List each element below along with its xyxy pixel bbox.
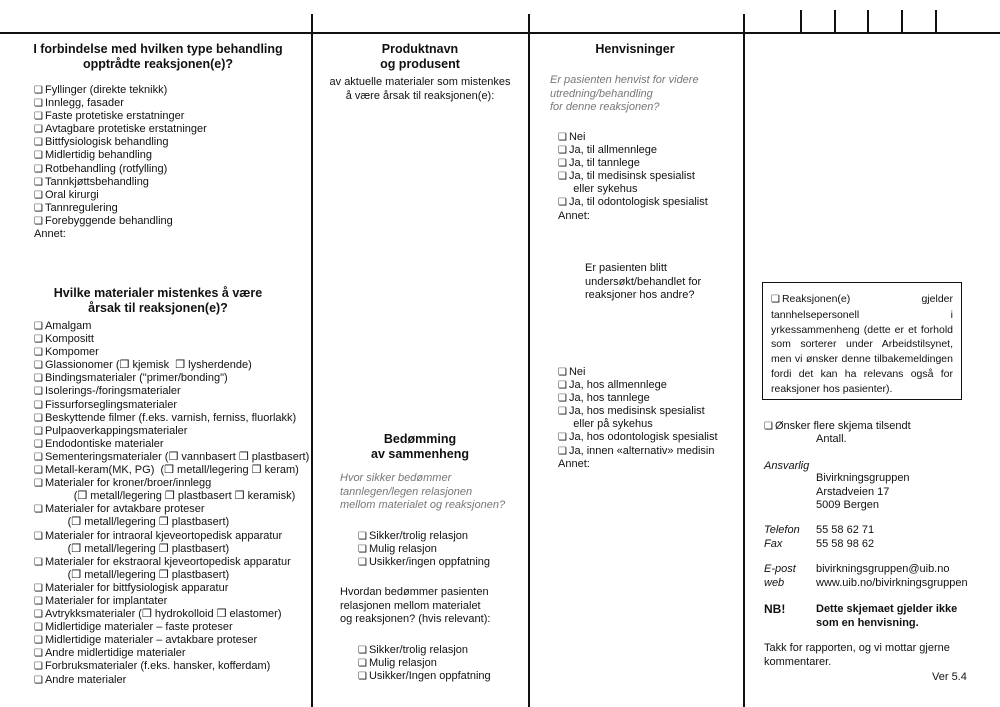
checkbox-icon[interactable] <box>558 445 569 457</box>
material-option[interactable] <box>34 412 309 425</box>
treatment-option[interactable] <box>34 123 207 136</box>
epost-value: bivirkningsgruppen@uib.no <box>816 563 950 575</box>
examined-elsewhere-option-label: Ja, innen «alternativ» medisin <box>568 444 715 457</box>
material-option <box>34 543 309 556</box>
column-divider-1 <box>311 14 313 707</box>
examined-elsewhere-option-label: Ja, hos medisinsk spesialist <box>568 405 705 418</box>
referral-option <box>558 183 708 196</box>
material-option[interactable] <box>34 346 309 359</box>
epost-row: E-post bivirkningsgruppen@uib.no <box>764 563 950 575</box>
checkbox-icon[interactable] <box>34 346 45 358</box>
checkbox-icon[interactable] <box>34 647 45 659</box>
checkbox-icon[interactable] <box>34 556 45 568</box>
examined-elsewhere-option-label: Ja, hos odontologisk spesialist <box>568 431 718 444</box>
checkbox-icon[interactable] <box>34 333 45 345</box>
checkbox-icon[interactable] <box>34 425 45 437</box>
treatment-option-label: Oral kirurgi <box>44 188 99 201</box>
material-option-label: Fissurforseglingsmaterialer <box>44 398 178 411</box>
materials-checklist <box>34 320 309 687</box>
address-line: Bivirkningsgruppen <box>816 472 910 484</box>
material-option-label: Metall-keram(MK, PG) (❒ metall/legering ❒ keram) <box>44 464 299 477</box>
product-heading: Produktnavn og produsent <box>380 42 460 71</box>
examined-elsewhere-option-label: eller på sykehus <box>558 418 653 431</box>
treatment-type-heading: I forbindelse med hvilken type behandling opptrådte reaksjonen(e)? <box>33 42 283 71</box>
checkbox-icon[interactable] <box>34 464 45 476</box>
material-option[interactable] <box>34 595 309 608</box>
examined-elsewhere-options <box>558 366 718 471</box>
column-divider-3 <box>743 14 745 707</box>
material-option-label: Kompomer <box>44 346 99 359</box>
examined-elsewhere-option <box>558 458 718 471</box>
dentist-assessment-option[interactable] <box>358 543 490 556</box>
nb-text: Dette skjemaet gjelder ikke som en henvisning. <box>816 603 958 629</box>
version-label: Ver 5.4 <box>932 671 967 683</box>
checkbox-icon[interactable] <box>558 379 569 391</box>
materials-heading: Hvilke materialer mistenkes å være årsak til reaksjonen(e)? <box>53 286 263 315</box>
examined-elsewhere-option[interactable] <box>558 445 718 458</box>
treatment-checklist <box>34 84 207 241</box>
material-option-label: Endodontiske materialer <box>44 437 164 450</box>
material-option-label: (❒ metall/legering ❒ plastbasert ❒ keramisk) <box>34 490 296 503</box>
checkbox-icon[interactable] <box>34 149 45 161</box>
checkbox-icon[interactable] <box>34 503 45 515</box>
material-option-label: (❒ metall/legering ❒ plastbasert) <box>34 516 230 529</box>
material-option-label: Kompositt <box>44 333 94 346</box>
treatment-option-label: Bittfysiologisk behandling <box>44 136 169 149</box>
material-option[interactable] <box>34 556 309 569</box>
annet-label: Annet: <box>34 228 66 241</box>
material-option[interactable] <box>34 451 309 464</box>
patient-assessment-option-label: Usikker/Ingen oppfatning <box>368 670 491 683</box>
checkbox-icon[interactable] <box>34 202 45 214</box>
assessment-heading: Bedømming av sammenheng <box>371 432 469 461</box>
treatment-option-label: Innlegg, fasader <box>44 97 124 110</box>
checkbox-icon[interactable] <box>34 189 45 201</box>
occupational-reaction-text: Reaksjonen(e) gjelder tannhelsepersonell i yrkessammenheng (dette er et forhold som sorterer under Arbeidstilsynet, men vi ønsker denne tilbakemeldingen fordi det kan ha relevans også for reaksjoner hos pasienter). <box>771 293 953 395</box>
ansvarlig-label: Ansvarlig <box>764 460 810 472</box>
referral-option-label: Ja, til odontologisk spesialist <box>568 196 708 209</box>
material-option-label: Midlertidige materialer – faste proteser <box>44 621 233 634</box>
referral-options <box>558 131 708 223</box>
checkbox-icon[interactable] <box>34 385 45 397</box>
checkbox-icon[interactable] <box>358 644 369 656</box>
material-option[interactable] <box>34 372 309 385</box>
examined-elsewhere-option-label: Nei <box>568 366 586 378</box>
referral-option[interactable] <box>558 131 708 144</box>
checkbox-icon[interactable] <box>34 163 45 175</box>
patient-assessment-option[interactable] <box>358 670 491 683</box>
checkbox-icon[interactable] <box>558 366 569 378</box>
referral-option[interactable] <box>558 144 708 157</box>
material-option-label: Materialer for implantater <box>44 594 168 607</box>
material-option-label: Sementeringsmaterialer (❒ vannbasert ❒ plastbasert) <box>44 450 310 463</box>
material-option-label: Bindingsmaterialer ("primer/bonding") <box>44 372 228 385</box>
referral-option-label: Annet: <box>558 209 590 222</box>
treatment-option[interactable] <box>34 110 207 123</box>
checkbox-icon[interactable] <box>34 110 45 122</box>
referrals-heading: Henvisninger <box>595 42 675 56</box>
material-option[interactable] <box>34 621 309 634</box>
material-option-label: Materialer for ekstraoral kjeveortopedisk apparatur <box>44 555 291 568</box>
checkbox-icon[interactable] <box>558 196 569 208</box>
material-option-label: (❒ metall/legering ❒ plastbasert) <box>34 542 230 555</box>
dentist-assessment-option-label: Usikker/ingen oppfatning <box>368 556 491 569</box>
thanks-text: Takk for rapporten, og vi mottar gjerne kommentarer. <box>764 642 950 668</box>
checkbox-icon[interactable] <box>34 176 45 188</box>
checkbox-icon[interactable] <box>34 412 45 424</box>
checkbox-icon[interactable] <box>34 660 45 672</box>
top-rule <box>0 32 1000 34</box>
checkbox-icon[interactable] <box>34 451 45 463</box>
checkbox-icon[interactable] <box>558 131 569 143</box>
referral-option-label: Nei <box>568 131 586 143</box>
material-option-label: Beskyttende filmer (f.eks. varnish, ferniss, fluorlakk) <box>44 411 297 424</box>
material-option-label: Forbruksmaterialer (f.eks. hansker, kofferdam) <box>44 660 271 673</box>
examined-elsewhere-option-label: Annet: <box>558 457 590 470</box>
material-option[interactable] <box>34 582 309 595</box>
checkbox-icon[interactable] <box>34 123 45 135</box>
material-option[interactable] <box>34 385 309 398</box>
patient-assessment-question: Hvordan bedømmer pasienten relasjonen mellom materialet og reaksjonen? (hvis relevant): <box>340 586 491 625</box>
web-value: www.uib.no/bivirkningsgruppen <box>816 577 968 589</box>
material-option-label: Materialer for kroner/broer/innlegg <box>44 477 212 490</box>
treatment-option-label: Midlertidig behandling <box>44 149 152 162</box>
column-divider-2 <box>528 14 530 707</box>
examined-elsewhere-option[interactable] <box>558 431 718 444</box>
treatment-option-label: Rotbehandling (rotfylling) <box>44 162 168 175</box>
checkbox-icon[interactable] <box>34 608 45 620</box>
referral-option-label: Ja, til tannlege <box>568 157 640 170</box>
checkbox-icon[interactable] <box>358 530 369 542</box>
patient-assessment-option[interactable] <box>358 644 491 657</box>
material-option[interactable] <box>34 359 309 372</box>
treatment-option[interactable] <box>34 189 207 202</box>
material-option-label: Materialer for bittfysiologisk apparatur <box>44 581 229 594</box>
checkbox-icon[interactable] <box>34 372 45 384</box>
checkbox-icon[interactable] <box>34 674 45 686</box>
material-option <box>34 569 309 582</box>
referral-option-label: Ja, til allmennlege <box>568 144 658 157</box>
web-row: web www.uib.no/bivirkningsgruppen <box>764 577 968 589</box>
referral-option[interactable] <box>558 157 708 170</box>
checkbox-icon[interactable] <box>34 438 45 450</box>
checkbox-icon[interactable] <box>34 477 45 489</box>
material-option[interactable] <box>34 634 309 647</box>
checkbox-icon[interactable] <box>558 431 569 443</box>
material-option[interactable] <box>34 674 309 687</box>
treatment-option[interactable] <box>34 136 207 149</box>
material-option-label: Midlertidige materialer – avtakbare proteser <box>44 634 258 647</box>
patient-assessment-option-label: Mulig relasjon <box>368 657 437 670</box>
telefon-value: 55 58 62 71 <box>816 524 875 536</box>
material-option-label: Isolerings-/foringsmaterialer <box>44 385 181 398</box>
checkbox-icon[interactable] <box>558 157 569 169</box>
treatment-option[interactable] <box>34 84 207 97</box>
treatment-option-label: Forebyggende behandling <box>44 214 173 227</box>
dentist-assessment-option-label: Mulig relasjon <box>368 543 437 556</box>
material-option[interactable] <box>34 477 309 490</box>
material-option-label: Materialer for intraoral kjeveortopedisk apparatur <box>44 529 283 542</box>
treatment-option-label: Tannregulering <box>44 201 118 214</box>
referral-option-label: Ja, til medisinsk spesialist <box>568 170 695 183</box>
treatment-option[interactable] <box>34 97 207 110</box>
material-option-label: Pulpaoverkappingsmaterialer <box>44 424 188 437</box>
checkbox-icon[interactable] <box>34 84 45 96</box>
checkbox-icon[interactable] <box>34 215 45 227</box>
examined-elsewhere-option-label: Ja, hos allmennlege <box>568 379 667 392</box>
examined-elsewhere-option <box>558 418 718 431</box>
treatment-option[interactable] <box>34 202 207 215</box>
treatment-option-label: Faste protetiske erstatninger <box>44 110 185 123</box>
checkbox-icon[interactable] <box>771 293 782 305</box>
treatment-option-label: Tannkjøttsbehandling <box>44 175 149 188</box>
dentist-assessment-option[interactable] <box>358 530 490 543</box>
referral-question: Er pasienten henvist for videre utredning/behandling for denne reaksjonen? <box>550 74 699 113</box>
checkbox-icon[interactable] <box>764 420 775 432</box>
material-option <box>34 516 309 529</box>
checkbox-icon[interactable] <box>34 621 45 633</box>
material-option[interactable] <box>34 399 309 412</box>
patient-assessment-option-label: Sikker/trolig relasjon <box>368 644 469 656</box>
checkbox-icon[interactable] <box>34 399 45 411</box>
more-forms-line: ❏ Ønsker flere skjema tilsendt <box>764 420 911 434</box>
checkbox-icon[interactable] <box>558 392 569 404</box>
address-line: Arstadveien 17 <box>816 485 890 498</box>
treatment-option[interactable] <box>34 215 207 228</box>
checkbox-icon[interactable] <box>358 670 369 682</box>
material-option[interactable] <box>34 438 309 451</box>
examined-elsewhere-option[interactable] <box>558 366 718 379</box>
checkbox-icon[interactable] <box>558 405 569 417</box>
checkbox-icon[interactable] <box>34 530 45 542</box>
address-block <box>816 472 910 513</box>
material-option-label: Andre midlertidige materialer <box>44 647 186 660</box>
fax-value: 55 58 98 62 <box>816 538 875 550</box>
material-option[interactable] <box>34 608 309 621</box>
material-option-label: Andre materialer <box>44 673 127 686</box>
material-option[interactable] <box>34 464 309 477</box>
referral-option <box>558 210 708 223</box>
antall-label: Antall. <box>816 433 847 445</box>
material-option-label: Amalgam <box>44 320 92 332</box>
treatment-option[interactable] <box>34 176 207 189</box>
material-option[interactable] <box>34 660 309 673</box>
dentist-assessment-option-label: Sikker/trolig relasjon <box>368 530 469 542</box>
examined-elsewhere-option-label: Ja, hos tannlege <box>568 392 650 405</box>
material-option[interactable] <box>34 530 309 543</box>
checkbox-icon[interactable] <box>358 543 369 555</box>
treatment-option-label: Fyllinger (direkte teknikk) <box>44 84 168 96</box>
nb-label: NB! <box>764 602 786 616</box>
address-line: 5009 Bergen <box>816 499 879 511</box>
checkbox-icon[interactable] <box>34 359 45 371</box>
treatment-option[interactable] <box>34 163 207 176</box>
examined-elsewhere-option[interactable] <box>558 405 718 418</box>
referral-option[interactable] <box>558 196 708 209</box>
checkbox-icon[interactable] <box>34 634 45 646</box>
material-option[interactable] <box>34 503 309 516</box>
examined-elsewhere-option[interactable] <box>558 392 718 405</box>
dentist-assessment-options <box>358 530 490 569</box>
checkbox-icon[interactable] <box>358 657 369 669</box>
treatment-option[interactable] <box>34 149 207 162</box>
material-option-label: Glassionomer (❒ kjemisk ❒ lysherdende) <box>44 359 252 372</box>
checkbox-icon[interactable] <box>34 136 45 148</box>
material-option <box>34 490 309 503</box>
referral-option-label: eller sykehus <box>558 183 638 196</box>
occupational-reaction-box <box>762 282 962 400</box>
checkbox-icon[interactable] <box>358 556 369 568</box>
checkbox-icon[interactable] <box>558 144 569 156</box>
checkbox-icon[interactable] <box>558 170 569 182</box>
material-option[interactable] <box>34 647 309 660</box>
dentist-assessment-question: Hvor sikker bedømmer tannlegen/legen relasjonen mellom materialet og reaksjonen? <box>340 472 506 511</box>
treatment-option-label: Avtagbare protetiske erstatninger <box>44 123 207 136</box>
examined-elsewhere-option[interactable] <box>558 379 718 392</box>
checkbox-icon[interactable] <box>34 97 45 109</box>
checkbox-icon[interactable] <box>34 320 45 332</box>
material-option-label: (❒ metall/legering ❒ plastbasert) <box>34 568 230 581</box>
material-option[interactable] <box>34 333 309 346</box>
referral-option[interactable] <box>558 170 708 183</box>
telefon-row: Telefon 55 58 62 71 <box>764 524 875 536</box>
dentist-assessment-option[interactable] <box>358 556 490 569</box>
product-subtitle: av aktuelle materialer som mistenkes å være årsak til reaksjonen(e): <box>329 76 511 102</box>
material-option[interactable] <box>34 320 309 333</box>
patient-assessment-option[interactable] <box>358 657 491 670</box>
material-option-label: Avtrykksmaterialer (❒ hydrokolloid ❒ elastomer) <box>44 608 282 621</box>
checkbox-icon[interactable] <box>34 582 45 594</box>
checkbox-icon[interactable] <box>34 595 45 607</box>
material-option-label: Materialer for avtakbare proteser <box>44 503 205 516</box>
examined-elsewhere-question: Er pasienten blitt undersøkt/behandlet for reaksjoner hos andre? <box>585 262 702 301</box>
fax-row: Fax 55 58 98 62 <box>764 538 875 550</box>
patient-assessment-options <box>358 644 491 683</box>
material-option[interactable] <box>34 425 309 438</box>
